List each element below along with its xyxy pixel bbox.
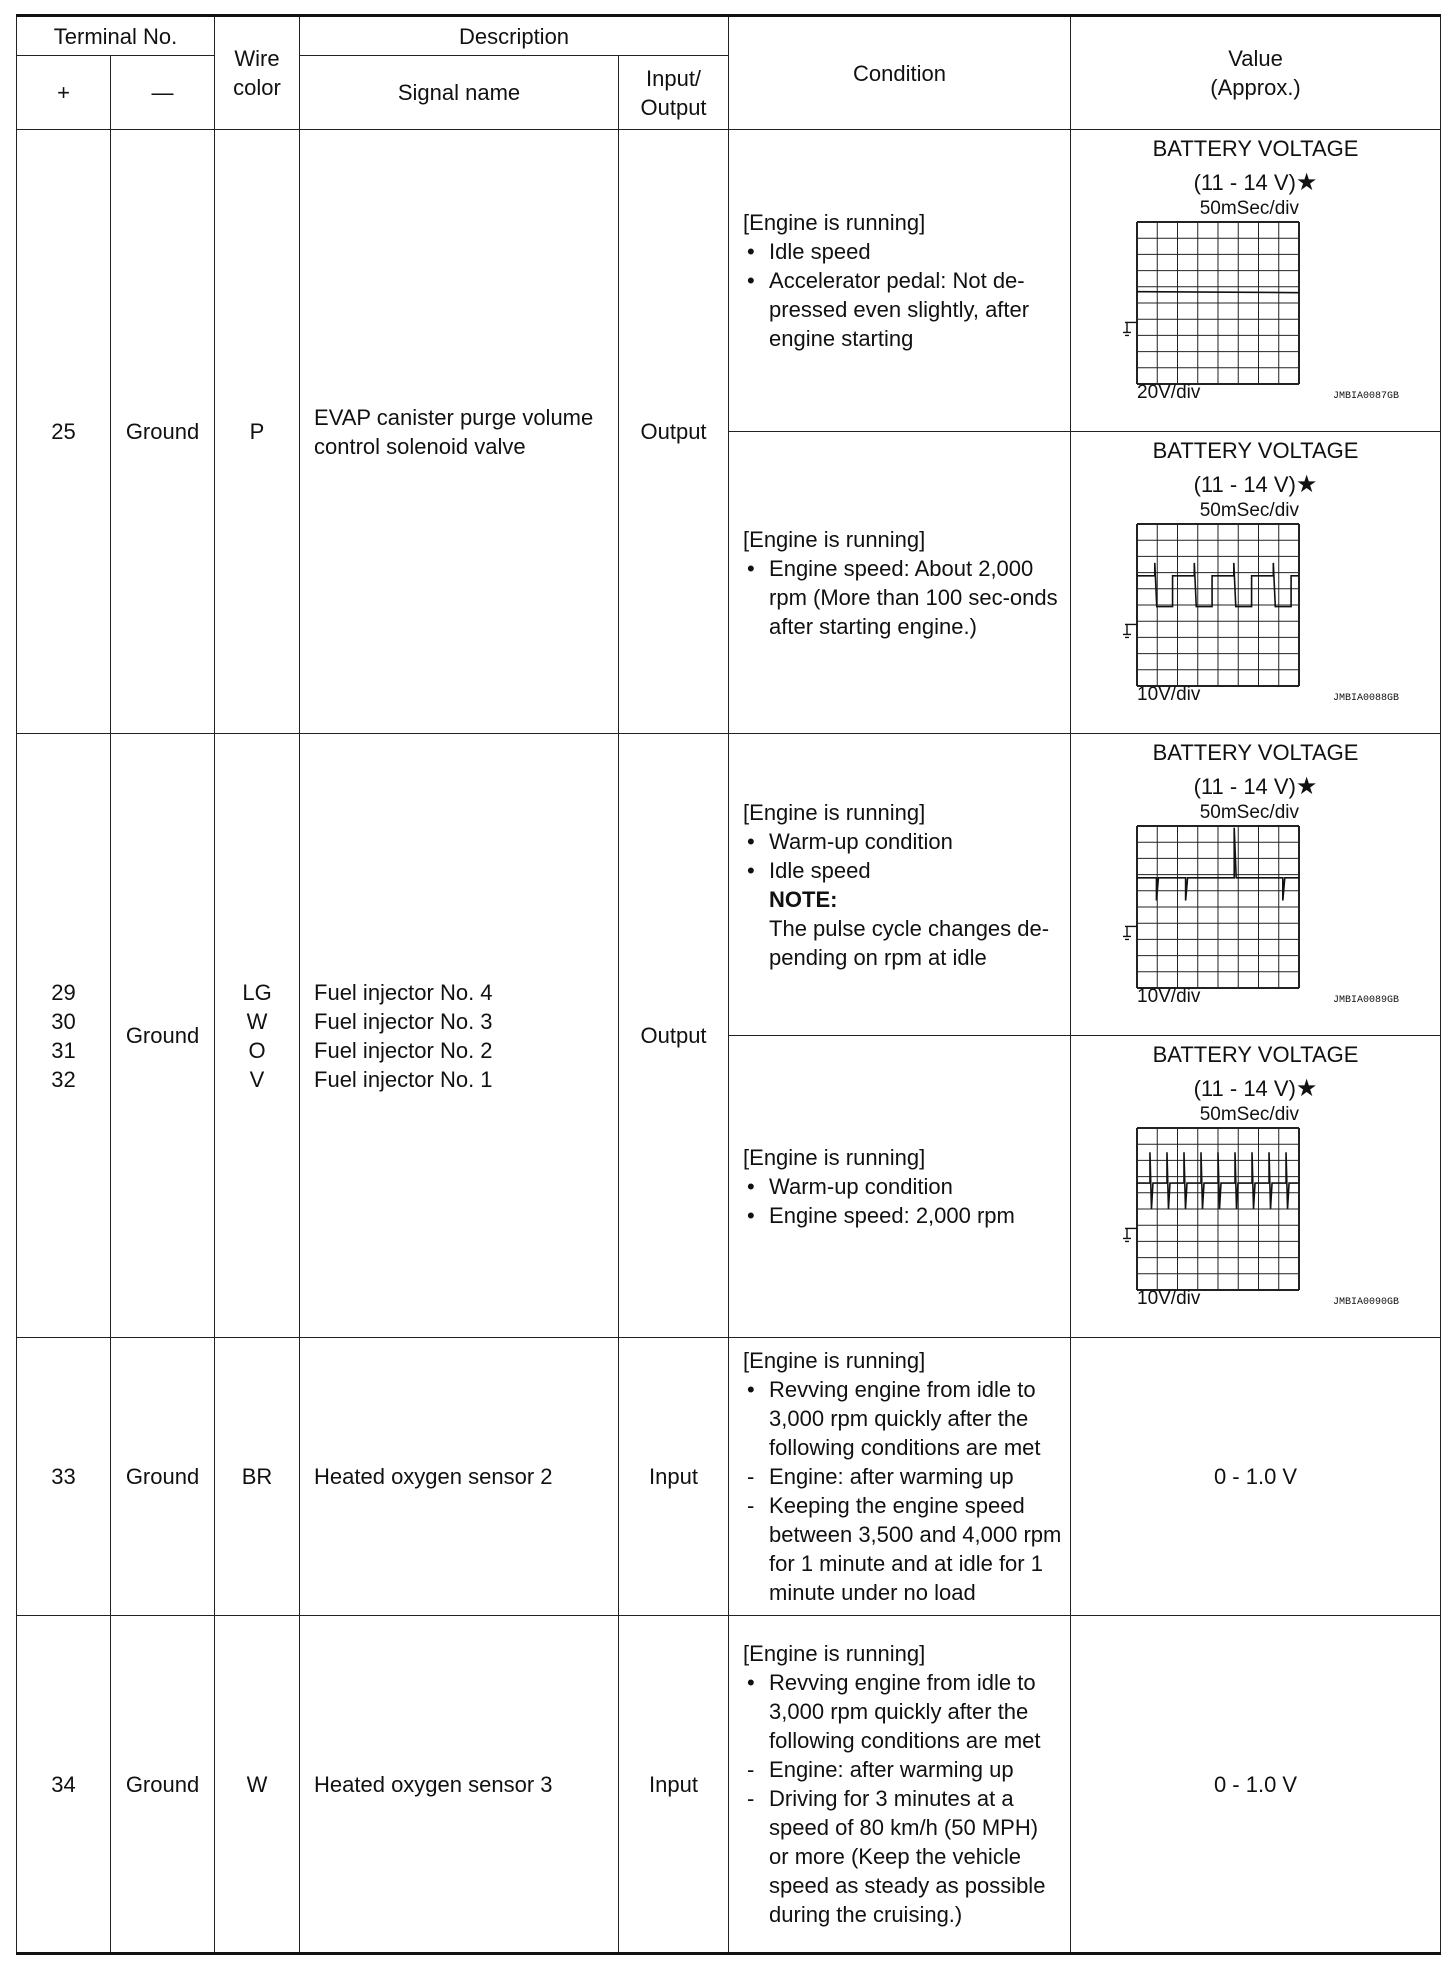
- figure-code: JMBIA0087GB: [1332, 391, 1399, 402]
- condition-text: Driving for 3 minutes at a speed of 80 km/h (50 MPH) or more (Keep the vehicle speed as steady as possible during the cruising.): [769, 1786, 1046, 1927]
- value-cell: [1071, 130, 1441, 432]
- condition-cell: [729, 130, 1071, 432]
- condition-title: [Engine is running]: [743, 799, 926, 825]
- terminal-number: 33: [51, 1464, 76, 1489]
- value-cell: [1071, 1036, 1441, 1338]
- input-output-cell: Output: [619, 130, 729, 734]
- condition-item: [743, 237, 1062, 266]
- terminal-plus-cell: [17, 130, 111, 734]
- condition-text: Engine: after warming up: [769, 1757, 1014, 1782]
- bullet-mark: •: [747, 268, 755, 293]
- condition-title: [Engine is running]: [743, 210, 926, 235]
- voltage-range: (11 - 14 V): [1193, 774, 1296, 799]
- terminal-minus-cell: Ground: [111, 130, 215, 734]
- bullet-mark: -: [747, 1757, 755, 1782]
- signal-name-cell: [300, 734, 619, 1338]
- signal-name-cell: [300, 1616, 619, 1954]
- bullet-mark: •: [747, 1203, 755, 1228]
- condition-text: Engine speed: 2,000 rpm: [769, 1203, 1015, 1228]
- signal-name: Fuel injector No. 4: [314, 979, 493, 1005]
- condition-text: Engine: after warming up: [769, 1464, 1014, 1489]
- volts-per-div-label: 10V/div: [1136, 1288, 1200, 1309]
- value-label: BATTERY VOLTAGE: [1152, 438, 1359, 463]
- terminal-minus-cell: Ground: [111, 1338, 215, 1616]
- timebase-label: 50mSec/div: [1199, 198, 1299, 219]
- condition-title: [Engine is running]: [743, 526, 926, 552]
- condition-item: [743, 1462, 1062, 1491]
- header-description: Description: [300, 16, 729, 56]
- condition-list: [743, 554, 1062, 641]
- table-row: [17, 734, 1441, 1036]
- bullet-mark: •: [747, 1174, 755, 1199]
- voltage-range: (11 - 14 V): [1193, 1076, 1296, 1101]
- table-row: [17, 1338, 1441, 1616]
- star-icon: ★: [1295, 471, 1318, 498]
- wire-color-cell: [215, 1616, 300, 1954]
- ground-symbol-icon: [1123, 1228, 1137, 1241]
- timebase-label: 50mSec/div: [1199, 1104, 1299, 1125]
- condition-text: Idle speed: [769, 239, 871, 264]
- wire-color: P: [249, 419, 265, 444]
- condition-title: [Engine is running]: [743, 1348, 926, 1373]
- condition-item: [743, 554, 1062, 641]
- bullet-mark: -: [747, 1464, 755, 1489]
- condition-cell: [729, 1036, 1071, 1338]
- condition-item: [743, 1172, 1062, 1201]
- signal-name: Fuel injector No. 2: [314, 1037, 493, 1063]
- condition-text: Engine speed: About 2,000 rpm (More than 100 sec-onds after starting engine.): [769, 555, 1058, 639]
- condition-cell: [729, 1616, 1071, 1954]
- wire-color: BR: [241, 1464, 273, 1489]
- bullet-mark: •: [747, 857, 755, 883]
- condition-cell: [729, 734, 1071, 1036]
- condition-item: [743, 856, 1062, 885]
- scope-grid: [1137, 826, 1299, 988]
- value-range: [1071, 470, 1440, 500]
- volts-per-div-label: 20V/div: [1136, 382, 1200, 403]
- condition-item: [743, 827, 1062, 856]
- value-label: BATTERY VOLTAGE: [1152, 136, 1359, 161]
- star-icon: ★: [1295, 773, 1318, 800]
- condition-list: [743, 1172, 1062, 1230]
- wire-color: LG: [242, 979, 272, 1005]
- ground-symbol-icon: [1123, 322, 1137, 335]
- terminal-plus-cell: [17, 1338, 111, 1616]
- signal-name-cell: [300, 1338, 619, 1616]
- terminal-number: 29: [51, 979, 76, 1005]
- header-plus: +: [17, 56, 111, 130]
- wire-color: O: [248, 1037, 266, 1063]
- header-minus: —: [111, 56, 215, 130]
- terminal-plus-cell: [17, 734, 111, 1338]
- condition-text: Accelerator pedal: Not de-pressed even slightly, after engine starting: [769, 268, 1030, 351]
- figure-code: JMBIA0090GB: [1332, 1297, 1399, 1308]
- header-value: Value (Approx.): [1071, 16, 1441, 130]
- value-label: BATTERY VOLTAGE: [1152, 1042, 1359, 1067]
- value-range: [1071, 772, 1440, 802]
- table-body: [17, 130, 1441, 1954]
- oscilloscope-waveform: [1111, 500, 1401, 705]
- ground-symbol-icon: [1123, 624, 1137, 637]
- input-output-cell: Output: [619, 734, 729, 1338]
- wire-color: V: [249, 1066, 265, 1092]
- timebase-label: 50mSec/div: [1199, 500, 1299, 521]
- value-range: [1071, 168, 1440, 198]
- header-wire-color: Wire color: [215, 16, 300, 130]
- terminal-minus-cell: Ground: [111, 734, 215, 1338]
- input-output-cell: Input: [619, 1338, 729, 1616]
- signal-name: EVAP canister purge volume control solenoid valve: [314, 404, 594, 459]
- terminal-number: 32: [51, 1066, 76, 1092]
- input-output-cell: Input: [619, 1616, 729, 1954]
- terminal-number: 30: [51, 1008, 76, 1034]
- voltage-range: (11 - 14 V): [1193, 472, 1296, 497]
- condition-text: Revving engine from idle to 3,000 rpm quickly after the following conditions are met: [769, 1670, 1041, 1753]
- condition-item: [743, 1784, 1062, 1929]
- signal-name: Heated oxygen sensor 3: [314, 1771, 553, 1797]
- timebase-label: 50mSec/div: [1199, 802, 1299, 823]
- terminal-number: 34: [51, 1771, 76, 1797]
- condition-title: [Engine is running]: [743, 1145, 926, 1170]
- note-text: The pulse cycle changes de-pending on rpm at idle: [769, 915, 1050, 970]
- wire-color-cell: [215, 1338, 300, 1616]
- figure-code: JMBIA0088GB: [1332, 693, 1399, 704]
- condition-item: [743, 1201, 1062, 1230]
- condition-list: [743, 1668, 1062, 1929]
- condition-cell: [729, 1338, 1071, 1616]
- bullet-mark: •: [747, 1377, 755, 1402]
- condition-title: [Engine is running]: [743, 1641, 926, 1666]
- condition-list: [743, 827, 1062, 885]
- volts-per-div-label: 10V/div: [1136, 986, 1200, 1007]
- signal-name-cell: [300, 130, 619, 734]
- condition-text: Idle speed: [769, 857, 871, 883]
- value-cell: [1071, 432, 1441, 734]
- condition-text: Revving engine from idle to 3,000 rpm quickly after the following conditions are met: [769, 1377, 1041, 1460]
- terminal-plus-cell: [17, 1616, 111, 1954]
- oscilloscope-waveform: [1111, 802, 1401, 1007]
- condition-text: Warm-up condition: [769, 1174, 953, 1199]
- figure-code: JMBIA0089GB: [1332, 995, 1399, 1006]
- condition-item: [743, 1491, 1062, 1607]
- terminal-number: 25: [51, 419, 76, 444]
- value-cell: 0 - 1.0 V: [1071, 1338, 1441, 1616]
- wire-color: W: [246, 1771, 268, 1797]
- condition-list: [743, 1375, 1062, 1607]
- condition-item: [743, 1755, 1062, 1784]
- signal-name: Fuel injector No. 3: [314, 1008, 493, 1034]
- condition-cell: [729, 432, 1071, 734]
- ground-symbol-icon: [1123, 926, 1137, 939]
- signal-name: Fuel injector No. 1: [314, 1066, 493, 1092]
- header-signal-name: Signal name: [300, 56, 619, 130]
- oscilloscope-waveform: [1111, 1104, 1401, 1309]
- header-terminal-no: Terminal No.: [17, 16, 215, 56]
- bullet-mark: •: [747, 828, 755, 854]
- bullet-mark: -: [747, 1786, 755, 1811]
- bullet-mark: •: [747, 239, 755, 264]
- terminal-number: 31: [51, 1037, 76, 1063]
- note-label: NOTE:: [769, 886, 838, 912]
- terminal-minus-cell: Ground: [111, 1616, 215, 1954]
- value-cell: 0 - 1.0 V: [1071, 1616, 1441, 1954]
- star-icon: ★: [1295, 1075, 1318, 1102]
- wire-color-cell: [215, 130, 300, 734]
- wire-color-cell: [215, 734, 300, 1338]
- scope-grid: [1137, 222, 1299, 384]
- condition-text: Warm-up condition: [769, 828, 953, 854]
- condition-list: [743, 237, 1062, 353]
- bullet-mark: -: [747, 1493, 755, 1518]
- volts-per-div-label: 10V/div: [1136, 684, 1200, 705]
- condition-item: [743, 1668, 1062, 1755]
- signal-name: Heated oxygen sensor 2: [314, 1464, 553, 1489]
- condition-text: Keeping the engine speed between 3,500 and 4,000 rpm for 1 minute and at idle for 1 minute under no load: [769, 1493, 1062, 1605]
- table-row: [17, 130, 1441, 432]
- header-input-output: Input/ Output: [619, 56, 729, 130]
- waveform-trace: [1137, 292, 1299, 293]
- condition-item: [743, 1375, 1062, 1462]
- star-icon: ★: [1295, 169, 1318, 196]
- value-range: [1071, 1074, 1440, 1104]
- value-cell: [1071, 734, 1441, 1036]
- condition-item: [743, 266, 1062, 353]
- voltage-range: (11 - 14 V): [1193, 170, 1296, 195]
- bullet-mark: •: [747, 555, 755, 581]
- bullet-mark: •: [747, 1670, 755, 1695]
- terminal-spec-table: [16, 14, 1441, 1955]
- wire-color: W: [246, 1008, 268, 1034]
- table-row: [17, 1616, 1441, 1954]
- oscilloscope-waveform: [1111, 198, 1401, 403]
- value-label: BATTERY VOLTAGE: [1152, 740, 1359, 765]
- header-condition: Condition: [729, 16, 1071, 130]
